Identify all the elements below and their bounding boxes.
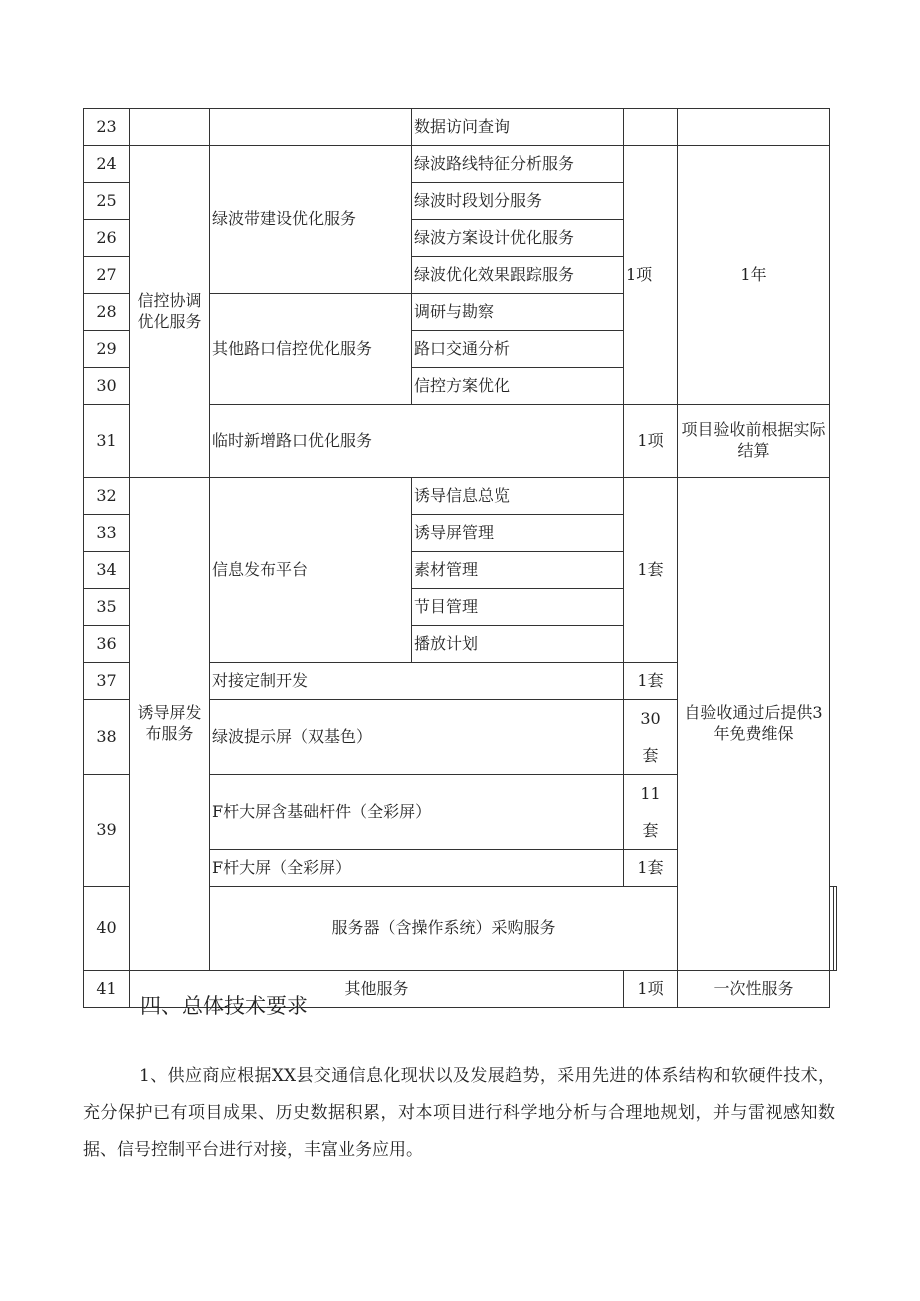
row-number: 35 — [84, 589, 130, 626]
subservice-cell: 其他服务 — [130, 971, 624, 1008]
row-number: 39 — [84, 775, 130, 887]
item-cell: 诱导屏管理 — [412, 515, 624, 552]
subservice-cell: 信息发布平台 — [210, 478, 412, 663]
item-cell: 素材管理 — [412, 552, 624, 589]
row-number: 31 — [84, 405, 130, 478]
subservice-cell: 对接定制开发 — [210, 663, 624, 700]
subservice-cell: F杆大屏（全彩屏） — [210, 850, 624, 887]
row-number: 26 — [84, 220, 130, 257]
item-cell: 调研与勘察 — [412, 294, 624, 331]
row-number: 34 — [84, 552, 130, 589]
item-cell: 绿波优化效果跟踪服务 — [412, 257, 624, 294]
duration-cell: 一次性服务 — [678, 971, 830, 1008]
item-cell: 绿波路线特征分析服务 — [412, 146, 624, 183]
section-paragraph: 1、供应商应根据XX县交通信息化现状以及发展趋势，采用先进的体系结构和软硬件技术，充分保护已有项目成果、历史数据积累，对本项目进行科学地分析与合理地规划，并与雷视感知数据、信号控制平台进行对接，丰富业务应用。 — [83, 1066, 835, 1160]
quantity-cell — [624, 109, 678, 146]
item-cell: 绿波时段划分服务 — [412, 183, 624, 220]
quantity-cell: 1项 — [624, 146, 678, 405]
quantity-cell: 1套 — [624, 663, 678, 700]
row-number: 29 — [84, 331, 130, 368]
duration-cell: 1年 — [678, 146, 830, 405]
section-heading: 四、总体技术要求 — [140, 994, 308, 1018]
category-cell — [130, 109, 210, 146]
subservice-cell — [210, 109, 412, 146]
category-cell: 信控协调优化服务 — [130, 146, 210, 478]
quantity-cell: 30套 — [624, 700, 678, 775]
row-number: 25 — [84, 183, 130, 220]
duration-cell — [678, 109, 830, 146]
row-number: 40 — [84, 887, 130, 971]
item-cell: 播放计划 — [412, 626, 624, 663]
row-number: 27 — [84, 257, 130, 294]
quantity-cell: 1项 — [624, 405, 678, 478]
subservice-cell: 服务器（含操作系统）采购服务 — [210, 887, 678, 971]
service-table — [83, 108, 837, 1008]
duration-cell: 自验收通过后提供3年免费维保 — [678, 478, 830, 971]
item-cell: 节目管理 — [412, 589, 624, 626]
subservice-cell: 其他路口信控优化服务 — [210, 294, 412, 405]
quantity-cell: 11套 — [624, 775, 678, 850]
row-number: 41 — [84, 971, 130, 1008]
subservice-cell: 临时新增路口优化服务 — [210, 405, 624, 478]
table-row — [84, 478, 837, 515]
item-cell: 绿波方案设计优化服务 — [412, 220, 624, 257]
table-row — [84, 109, 837, 146]
row-number: 36 — [84, 626, 130, 663]
row-number: 23 — [84, 109, 130, 146]
subservice-cell: F杆大屏含基础杆件（全彩屏） — [210, 775, 624, 850]
row-number: 37 — [84, 663, 130, 700]
duration-cell — [833, 887, 837, 971]
subservice-cell: 绿波带建设优化服务 — [210, 146, 412, 294]
duration-cell: 项目验收前根据实际结算 — [678, 405, 830, 478]
row-number: 28 — [84, 294, 130, 331]
quantity-cell: 1套 — [624, 850, 678, 887]
item-cell: 诱导信息总览 — [412, 478, 624, 515]
item-cell: 信控方案优化 — [412, 368, 624, 405]
row-number: 38 — [84, 700, 130, 775]
quantity-cell: 1项 — [624, 971, 678, 1008]
item-cell: 数据访问查询 — [412, 109, 624, 146]
row-number: 32 — [84, 478, 130, 515]
row-number: 33 — [84, 515, 130, 552]
table-row — [84, 146, 837, 183]
item-cell: 路口交通分析 — [412, 331, 624, 368]
row-number: 30 — [84, 368, 130, 405]
category-cell: 诱导屏发布服务 — [130, 478, 210, 971]
quantity-cell: 1套 — [624, 478, 678, 663]
row-number: 24 — [84, 146, 130, 183]
subservice-cell: 绿波提示屏（双基色） — [210, 700, 624, 775]
